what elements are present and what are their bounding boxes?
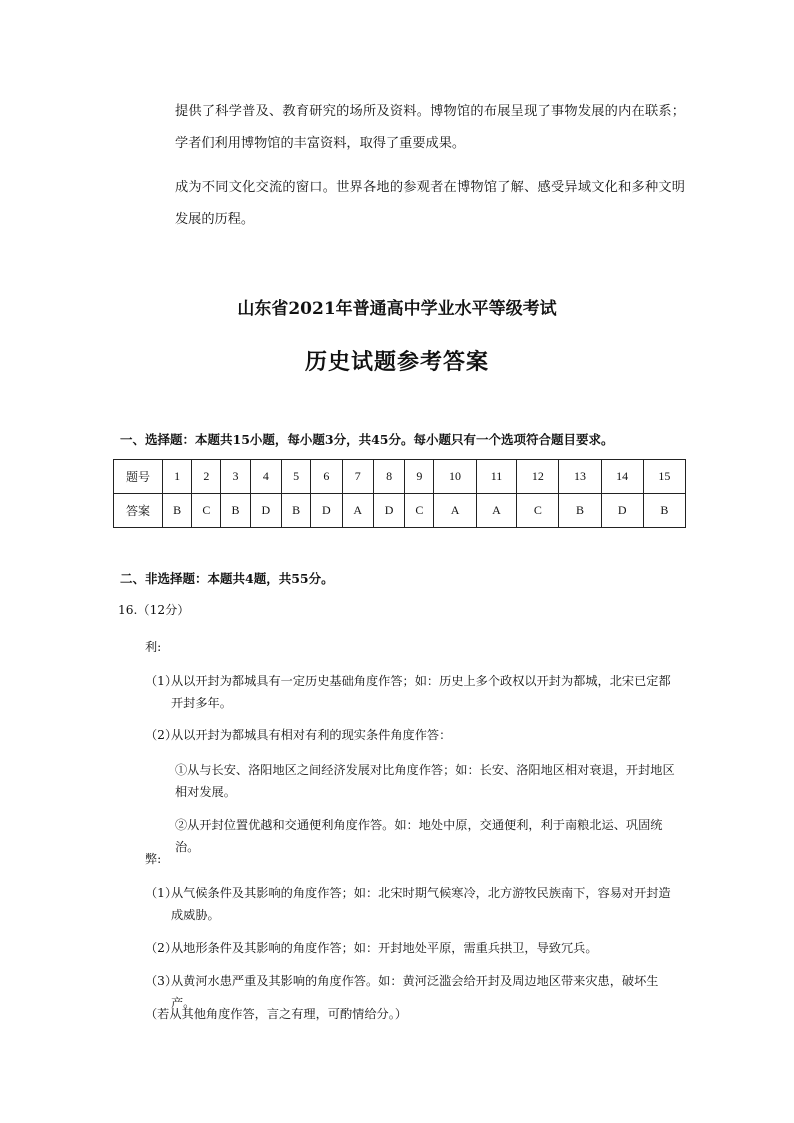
table-cell: B [163, 494, 192, 528]
table-cell: D [373, 494, 404, 528]
table-cell: 15 [643, 460, 685, 494]
section2-heading: 二、非选择题：本题共4题，共55分。 [120, 571, 334, 586]
exam-title: 山东省2021年普通高中学业水平等级考试 [237, 299, 557, 319]
table-cell: 1 [163, 460, 192, 494]
advantage-item-2 [145, 724, 680, 746]
disadvantages-label: 弊: [145, 852, 162, 866]
table-cell: 14 [601, 460, 643, 494]
table-cell: 10 [434, 460, 476, 494]
table-cell: 9 [405, 460, 434, 494]
item-number: （3） [145, 974, 178, 988]
table-cell: 12 [517, 460, 559, 494]
advantages-label: 利: [145, 640, 162, 654]
intro-paragraph-1: 提供了科学普及、教育研究的场所及资料。博物馆的布展呈现了事物发展的内在联系；学者们利用博物馆的丰富资料，取得了重要成果。 [175, 104, 685, 151]
disadvantage-item-2 [145, 937, 680, 959]
grading-note: （若从其他角度作答，言之有理，可酌情给分。） [145, 1007, 408, 1021]
question-16-label: 16.（12分） [118, 603, 190, 617]
table-cell: B [282, 494, 311, 528]
row-label-number: 题号 [114, 460, 163, 494]
table-cell: 8 [373, 460, 404, 494]
item-number: （1） [145, 886, 178, 900]
item-number: （1） [145, 674, 178, 688]
table-cell: 2 [192, 460, 221, 494]
table-cell: D [311, 494, 342, 528]
advantage-subitem-1: ①从与长安、洛阳地区之间经济发展对比角度作答；如：长安、洛阳地区相对衰退，开封地区相对发展。 [175, 763, 675, 799]
table-cell: A [434, 494, 476, 528]
table-cell: A [476, 494, 517, 528]
item-text: 从以开封为都城具有相对有利的现实条件角度作答： [171, 728, 452, 742]
answer-table [113, 459, 686, 528]
row-label-answer: 答案 [114, 494, 163, 528]
table-cell: 3 [221, 460, 250, 494]
item-text: 从以开封为都城具有一定历史基础角度作答；如：历史上多个政权以开封为都城，北宋已定都开封多年。 [171, 674, 671, 710]
table-cell: 6 [311, 460, 342, 494]
table-cell: B [559, 494, 601, 528]
table-cell: 7 [342, 460, 373, 494]
item-text: 从黄河水患严重及其影响的角度作答。如：黄河泛滥会给开封及周边地区带来灾患，破坏生产。 [171, 974, 659, 1010]
intro-paragraph-2: 成为不同文化交流的窗口。世界各地的参观者在博物馆了解、感受异域文化和多种文明发展的历程。 [175, 180, 685, 227]
item-number: （2） [145, 941, 178, 955]
advantage-subitem-2: ②从开封位置优越和交通便利角度作答。如：地处中原，交通便利，利于南粮北运、巩固统治。 [175, 818, 663, 854]
item-text: 从气候条件及其影响的角度作答；如：北宋时期气候寒冷，北方游牧民族南下，容易对开封造成威胁。 [171, 886, 671, 922]
table-cell: 11 [476, 460, 517, 494]
table-cell: C [517, 494, 559, 528]
table-cell: 13 [559, 460, 601, 494]
table-cell: C [405, 494, 434, 528]
table-cell: C [192, 494, 221, 528]
answer-key-title: 历史试题参考答案 [304, 349, 489, 375]
item-text: 从地形条件及其影响的角度作答；如：开封地处平原，需重兵拱卫，导致冗兵。 [171, 941, 598, 955]
table-cell: 5 [282, 460, 311, 494]
answer-row [114, 494, 686, 528]
table-cell: D [601, 494, 643, 528]
table-cell: 4 [250, 460, 281, 494]
question-number-row [114, 460, 686, 494]
section1-heading: 一、选择题：本题共15小题，每小题3分，共45分。每小题只有一个选项符合题目要求。 [120, 432, 614, 447]
table-cell: B [221, 494, 250, 528]
table-cell: A [342, 494, 373, 528]
table-cell: D [250, 494, 281, 528]
advantage-item-1 [145, 670, 680, 714]
item-number: （2） [145, 728, 178, 742]
table-cell: B [643, 494, 685, 528]
disadvantage-item-1 [145, 882, 680, 926]
